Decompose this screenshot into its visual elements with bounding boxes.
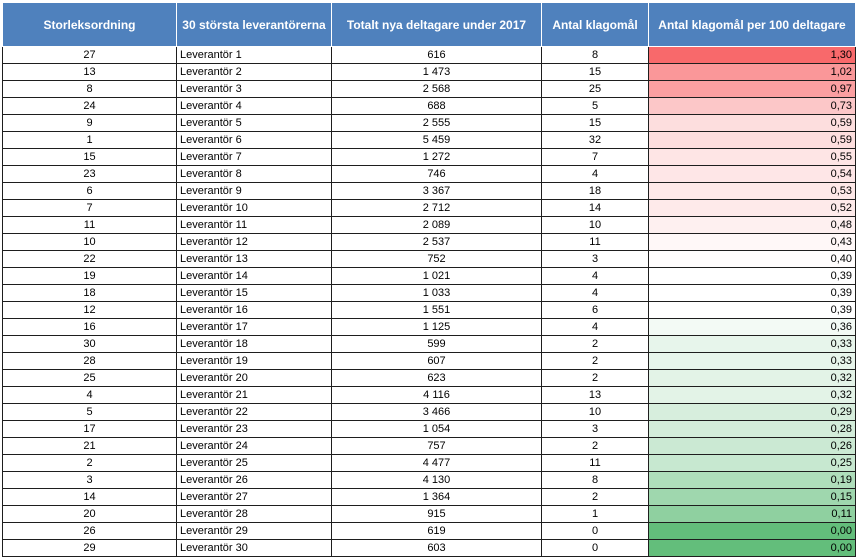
cell-complaints-per-100[interactable]: 0,97	[649, 81, 856, 98]
cell-size-rank[interactable]: 1	[3, 132, 177, 149]
complaints-table	[2, 2, 856, 557]
cell-new-participants[interactable]: 603	[332, 540, 542, 557]
cell-size-rank[interactable]: 9	[3, 115, 177, 132]
cell-complaints[interactable]: 11	[542, 455, 649, 472]
cell-size-rank[interactable]: 14	[3, 489, 177, 506]
cell-complaints[interactable]: 3	[542, 421, 649, 438]
cell-size-rank[interactable]: 24	[3, 98, 177, 115]
cell-complaints-per-100[interactable]: 1,02	[649, 64, 856, 81]
cell-complaints[interactable]: 2	[542, 336, 649, 353]
table-row	[3, 421, 856, 438]
cell-complaints-per-100[interactable]: 0,53	[649, 183, 856, 200]
cell-size-rank[interactable]: 20	[3, 506, 177, 523]
cell-size-rank[interactable]: 12	[3, 302, 177, 319]
cell-size-rank[interactable]: 4	[3, 387, 177, 404]
cell-supplier[interactable]: Leverantör 3	[177, 81, 332, 98]
cell-size-rank[interactable]: 17	[3, 421, 177, 438]
cell-complaints[interactable]: 2	[542, 353, 649, 370]
cell-size-rank[interactable]: 25	[3, 370, 177, 387]
table-row	[3, 302, 856, 319]
table-row	[3, 438, 856, 455]
cell-supplier[interactable]: Leverantör 7	[177, 149, 332, 166]
cell-new-participants[interactable]: 915	[332, 506, 542, 523]
cell-supplier[interactable]: Leverantör 14	[177, 268, 332, 285]
cell-complaints-per-100[interactable]: 0,39	[649, 285, 856, 302]
cell-supplier[interactable]: Leverantör 2	[177, 64, 332, 81]
cell-complaints-per-100[interactable]: 0,11	[649, 506, 856, 523]
cell-complaints-per-100[interactable]: 0,59	[649, 132, 856, 149]
cell-complaints[interactable]: 8	[542, 472, 649, 489]
cell-new-participants[interactable]: 5 459	[332, 132, 542, 149]
cell-complaints-per-100[interactable]: 0,39	[649, 268, 856, 285]
cell-new-participants[interactable]: 2 089	[332, 217, 542, 234]
table-row	[3, 387, 856, 404]
cell-complaints[interactable]: 7	[542, 149, 649, 166]
cell-new-participants[interactable]: 619	[332, 523, 542, 540]
cell-complaints-per-100[interactable]: 0,52	[649, 200, 856, 217]
table-row	[3, 115, 856, 132]
cell-supplier[interactable]: Leverantör 20	[177, 370, 332, 387]
cell-size-rank[interactable]: 23	[3, 166, 177, 183]
table-row	[3, 98, 856, 115]
cell-supplier[interactable]: Leverantör 25	[177, 455, 332, 472]
cell-new-participants[interactable]: 599	[332, 336, 542, 353]
cell-complaints-per-100[interactable]: 0,26	[649, 438, 856, 455]
table-row	[3, 506, 856, 523]
cell-complaints[interactable]: 10	[542, 404, 649, 421]
cell-complaints[interactable]: 5	[542, 98, 649, 115]
cell-supplier[interactable]: Leverantör 11	[177, 217, 332, 234]
cell-supplier[interactable]: Leverantör 1	[177, 47, 332, 64]
cell-supplier[interactable]: Leverantör 27	[177, 489, 332, 506]
table-row	[3, 489, 856, 506]
cell-complaints-per-100[interactable]: 0,59	[649, 115, 856, 132]
cell-complaints[interactable]: 15	[542, 64, 649, 81]
cell-supplier[interactable]: Leverantör 12	[177, 234, 332, 251]
cell-complaints[interactable]: 2	[542, 489, 649, 506]
cell-complaints[interactable]: 8	[542, 47, 649, 64]
cell-new-participants[interactable]: 616	[332, 47, 542, 64]
cell-complaints[interactable]: 10	[542, 217, 649, 234]
table-row	[3, 81, 856, 98]
cell-complaints-per-100[interactable]: 0,29	[649, 404, 856, 421]
cell-complaints[interactable]: 32	[542, 132, 649, 149]
cell-supplier[interactable]: Leverantör 4	[177, 98, 332, 115]
cell-new-participants[interactable]: 3 367	[332, 183, 542, 200]
header-complaints[interactable]: Antal klagomål	[542, 3, 649, 47]
table-row	[3, 217, 856, 234]
header-row	[3, 3, 856, 47]
cell-complaints[interactable]: 14	[542, 200, 649, 217]
header-new-participants[interactable]: Totalt nya deltagare under 2017	[332, 3, 542, 47]
table-row	[3, 404, 856, 421]
cell-complaints-per-100[interactable]: 1,30	[649, 47, 856, 64]
cell-supplier[interactable]: Leverantör 21	[177, 387, 332, 404]
header-complaints-per-100[interactable]: Antal klagomål per 100 deltagare	[649, 3, 856, 47]
table-row	[3, 166, 856, 183]
cell-supplier[interactable]: Leverantör 19	[177, 353, 332, 370]
cell-new-participants[interactable]: 1 021	[332, 268, 542, 285]
cell-complaints[interactable]: 2	[542, 370, 649, 387]
cell-size-rank[interactable]: 10	[3, 234, 177, 251]
cell-new-participants[interactable]: 2 537	[332, 234, 542, 251]
cell-complaints-per-100[interactable]: 0,00	[649, 523, 856, 540]
cell-complaints[interactable]: 25	[542, 81, 649, 98]
cell-new-participants[interactable]: 1 272	[332, 149, 542, 166]
cell-new-participants[interactable]: 1 125	[332, 319, 542, 336]
table-row	[3, 149, 856, 166]
table-row	[3, 523, 856, 540]
spreadsheet	[2, 2, 856, 557]
cell-supplier[interactable]: Leverantör 26	[177, 472, 332, 489]
cell-supplier[interactable]: Leverantör 9	[177, 183, 332, 200]
cell-complaints[interactable]: 4	[542, 268, 649, 285]
cell-supplier[interactable]: Leverantör 30	[177, 540, 332, 557]
cell-size-rank[interactable]: 18	[3, 285, 177, 302]
cell-size-rank[interactable]: 28	[3, 353, 177, 370]
table-row	[3, 285, 856, 302]
table-row	[3, 47, 856, 64]
cell-complaints-per-100[interactable]: 0,43	[649, 234, 856, 251]
cell-size-rank[interactable]: 15	[3, 149, 177, 166]
cell-complaints[interactable]: 4	[542, 285, 649, 302]
cell-complaints[interactable]: 4	[542, 319, 649, 336]
cell-supplier[interactable]: Leverantör 29	[177, 523, 332, 540]
cell-supplier[interactable]: Leverantör 13	[177, 251, 332, 268]
cell-new-participants[interactable]: 1 054	[332, 421, 542, 438]
cell-complaints[interactable]: 1	[542, 506, 649, 523]
cell-complaints[interactable]: 18	[542, 183, 649, 200]
table-body	[3, 47, 856, 557]
cell-new-participants[interactable]: 1 364	[332, 489, 542, 506]
cell-size-rank[interactable]: 19	[3, 268, 177, 285]
cell-complaints[interactable]: 2	[542, 438, 649, 455]
cell-size-rank[interactable]: 21	[3, 438, 177, 455]
cell-size-rank[interactable]: 7	[3, 200, 177, 217]
cell-complaints[interactable]: 0	[542, 540, 649, 557]
table-row	[3, 353, 856, 370]
cell-new-participants[interactable]: 752	[332, 251, 542, 268]
cell-complaints-per-100[interactable]: 0,40	[649, 251, 856, 268]
cell-complaints-per-100[interactable]: 0,32	[649, 370, 856, 387]
cell-complaints-per-100[interactable]: 0,28	[649, 421, 856, 438]
cell-new-participants[interactable]: 746	[332, 166, 542, 183]
cell-complaints[interactable]: 13	[542, 387, 649, 404]
cell-size-rank[interactable]: 8	[3, 81, 177, 98]
cell-complaints[interactable]: 6	[542, 302, 649, 319]
cell-complaints[interactable]: 15	[542, 115, 649, 132]
cell-complaints-per-100[interactable]: 0,54	[649, 166, 856, 183]
cell-size-rank[interactable]: 27	[3, 47, 177, 64]
cell-supplier[interactable]: Leverantör 23	[177, 421, 332, 438]
cell-size-rank[interactable]: 30	[3, 336, 177, 353]
cell-size-rank[interactable]: 11	[3, 217, 177, 234]
cell-size-rank[interactable]: 3	[3, 472, 177, 489]
cell-new-participants[interactable]: 4 477	[332, 455, 542, 472]
cell-supplier[interactable]: Leverantör 24	[177, 438, 332, 455]
cell-complaints[interactable]: 4	[542, 166, 649, 183]
table-row	[3, 319, 856, 336]
cell-complaints-per-100[interactable]: 0,73	[649, 98, 856, 115]
cell-supplier[interactable]: Leverantör 18	[177, 336, 332, 353]
cell-size-rank[interactable]: 13	[3, 64, 177, 81]
table-row	[3, 540, 856, 557]
cell-new-participants[interactable]: 4 116	[332, 387, 542, 404]
cell-supplier[interactable]: Leverantör 10	[177, 200, 332, 217]
cell-new-participants[interactable]: 2 712	[332, 200, 542, 217]
cell-new-participants[interactable]: 3 466	[332, 404, 542, 421]
cell-size-rank[interactable]: 26	[3, 523, 177, 540]
table-row	[3, 64, 856, 81]
cell-complaints-per-100[interactable]: 0,48	[649, 217, 856, 234]
cell-new-participants[interactable]: 623	[332, 370, 542, 387]
cell-supplier[interactable]: Leverantör 15	[177, 285, 332, 302]
cell-size-rank[interactable]: 16	[3, 319, 177, 336]
cell-supplier[interactable]: Leverantör 5	[177, 115, 332, 132]
table-row	[3, 183, 856, 200]
cell-supplier[interactable]: Leverantör 16	[177, 302, 332, 319]
cell-size-rank[interactable]: 5	[3, 404, 177, 421]
cell-complaints-per-100[interactable]: 0,33	[649, 353, 856, 370]
cell-complaints-per-100[interactable]: 0,39	[649, 302, 856, 319]
cell-supplier[interactable]: Leverantör 8	[177, 166, 332, 183]
cell-new-participants[interactable]: 688	[332, 98, 542, 115]
table-row	[3, 132, 856, 149]
header-size-rank[interactable]: Storleksordning	[3, 3, 177, 47]
table-row	[3, 455, 856, 472]
cell-new-participants[interactable]: 1 473	[332, 64, 542, 81]
table-row	[3, 370, 856, 387]
cell-complaints-per-100[interactable]: 0,00	[649, 540, 856, 557]
cell-new-participants[interactable]: 4 130	[332, 472, 542, 489]
cell-complaints-per-100[interactable]: 0,32	[649, 387, 856, 404]
cell-supplier[interactable]: Leverantör 6	[177, 132, 332, 149]
table-row	[3, 200, 856, 217]
cell-new-participants[interactable]: 607	[332, 353, 542, 370]
cell-new-participants[interactable]: 2 568	[332, 81, 542, 98]
cell-size-rank[interactable]: 6	[3, 183, 177, 200]
cell-supplier[interactable]: Leverantör 22	[177, 404, 332, 421]
cell-complaints-per-100[interactable]: 0,33	[649, 336, 856, 353]
cell-supplier[interactable]: Leverantör 28	[177, 506, 332, 523]
cell-new-participants[interactable]: 757	[332, 438, 542, 455]
cell-complaints-per-100[interactable]: 0,25	[649, 455, 856, 472]
header-supplier[interactable]: 30 största leverantörerna	[177, 3, 332, 47]
cell-new-participants[interactable]: 1 033	[332, 285, 542, 302]
table-row	[3, 234, 856, 251]
table-row	[3, 268, 856, 285]
table-row	[3, 472, 856, 489]
cell-complaints[interactable]: 11	[542, 234, 649, 251]
cell-new-participants[interactable]: 2 555	[332, 115, 542, 132]
cell-size-rank[interactable]: 22	[3, 251, 177, 268]
cell-complaints-per-100[interactable]: 0,36	[649, 319, 856, 336]
table-row	[3, 336, 856, 353]
cell-complaints-per-100[interactable]: 0,55	[649, 149, 856, 166]
cell-complaints[interactable]: 0	[542, 523, 649, 540]
cell-size-rank[interactable]: 29	[3, 540, 177, 557]
cell-supplier[interactable]: Leverantör 17	[177, 319, 332, 336]
cell-complaints[interactable]: 3	[542, 251, 649, 268]
cell-size-rank[interactable]: 2	[3, 455, 177, 472]
table-row	[3, 251, 856, 268]
cell-complaints-per-100[interactable]: 0,19	[649, 472, 856, 489]
cell-complaints-per-100[interactable]: 0,15	[649, 489, 856, 506]
cell-new-participants[interactable]: 1 551	[332, 302, 542, 319]
